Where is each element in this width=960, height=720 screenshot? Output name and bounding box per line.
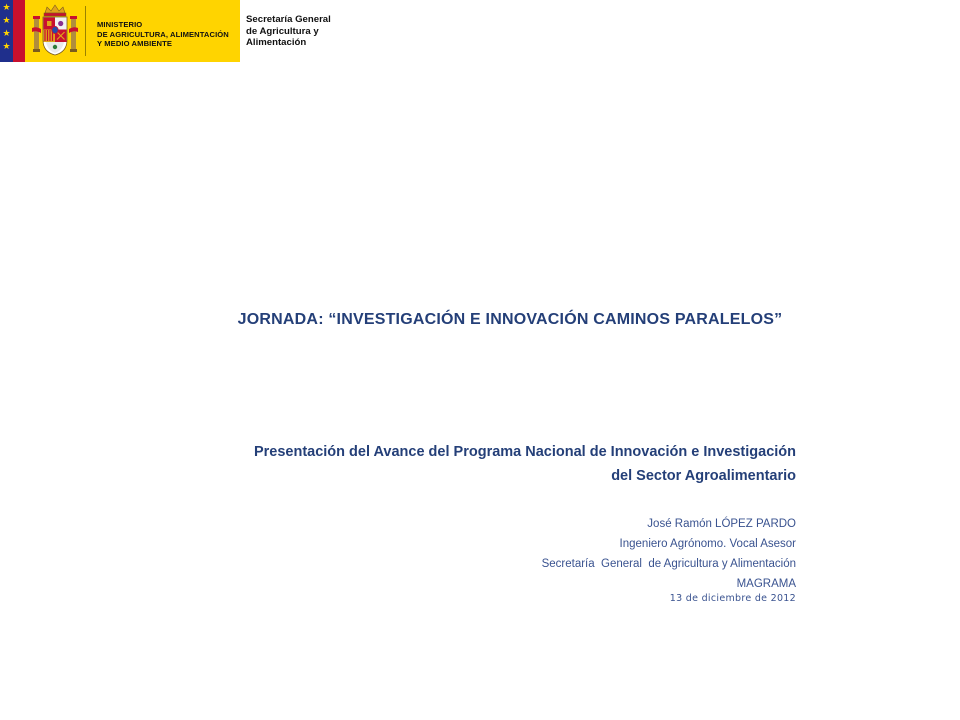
eu-star-icon: ★	[2, 42, 11, 52]
author-organization: MAGRAMA	[736, 578, 796, 590]
coat-of-arms-icon	[32, 4, 78, 58]
subtitle-line: del Sector Agroalimentario	[611, 468, 796, 484]
eu-flag-strip	[0, 0, 13, 62]
eu-star-icon: ★	[2, 16, 11, 26]
event-date: 13 de diciembre de 2012	[669, 593, 796, 604]
eu-star-icon: ★	[2, 29, 11, 39]
author-info	[396, 514, 796, 594]
author-name: José Ramón LÓPEZ PARDO	[647, 518, 796, 530]
subtitle-line: Presentación del Avance del Programa Nacional de Innovación e Investigación	[253, 444, 796, 460]
presentation-subtitle	[156, 440, 796, 488]
ministry-line: Y MEDIO AMBIENTE	[97, 39, 173, 48]
spain-flag-strip	[13, 0, 25, 62]
ministry-line: MINISTERIO	[97, 20, 143, 29]
ministry-name	[97, 20, 229, 49]
ministry-line: DE AGRICULTURA, ALIMENTACIÓN	[97, 29, 229, 39]
logo-divider	[85, 6, 86, 56]
ministry-logo	[0, 0, 345, 62]
slide-title: JORNADA: “INVESTIGACIÓN E INNOVACIÓN CAMINOS PARALELOS”	[237, 311, 783, 328]
eu-star-icon: ★	[2, 3, 11, 13]
secretaria-line: Secretaría General	[246, 14, 331, 25]
author-department: Secretaría General de Agricultura y Alimentación	[541, 558, 796, 570]
secretaria-name	[246, 14, 331, 49]
author-role: Ingeniero Agrónomo. Vocal Asesor	[619, 538, 796, 550]
secretaria-line: Alimentación	[246, 37, 307, 48]
secretaria-line: de Agricultura y	[246, 25, 319, 37]
